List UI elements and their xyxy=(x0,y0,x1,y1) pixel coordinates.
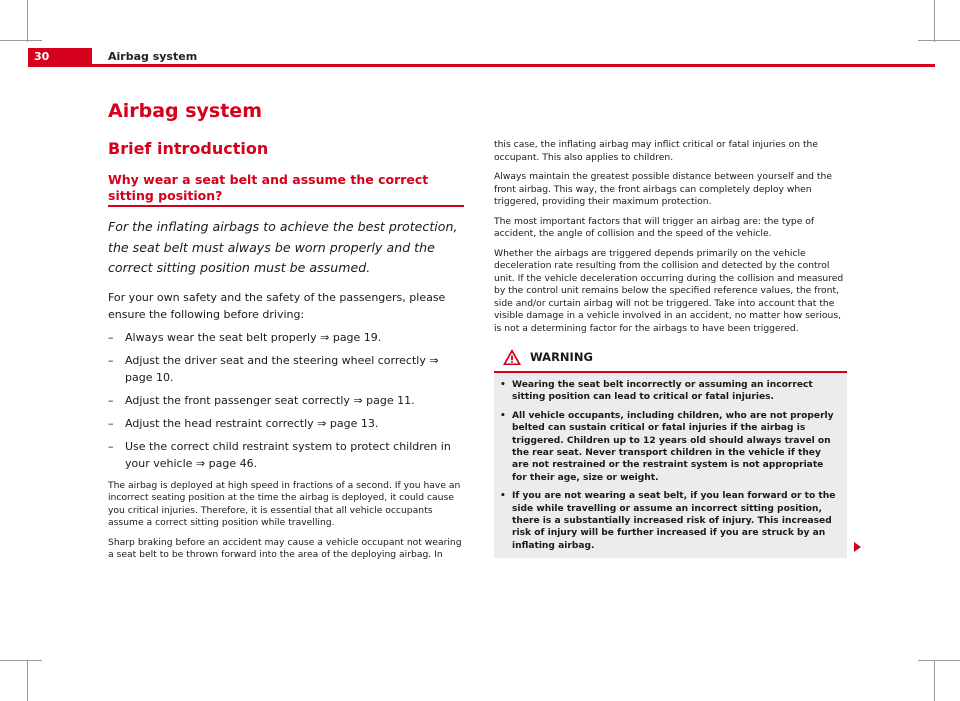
step-list xyxy=(108,329,464,472)
step-item: – Use the correct child restraint system to protect children in your vehicle ⇒ page 46. xyxy=(108,438,464,472)
warning-item xyxy=(494,379,847,404)
warning-text: If you are not wearing a seat belt, if you lean forward or to the side while travelling or assume an incorrect sitting position, there is a substantially increased risk of injury. This increased risk of injury will be further increased if you are struck by an inflating airbag. xyxy=(512,491,836,551)
crop-mark xyxy=(918,660,960,661)
warning-text: All vehicle occupants, including children, who are not properly belted can sustain critical or fatal injuries if the airbag is triggered. Children up to 12 years old should always travel on the rear seat. Never transport children in the vehicle if they are not restrained or the restraint system is not appropriate for their age, size or weight. xyxy=(512,410,834,483)
crop-mark xyxy=(27,660,28,701)
left-column xyxy=(108,98,464,569)
body-paragraph: Whether the airbags are triggered depends primarily on the vehicle deceleration rate resulting from the collision and detected by the control unit. If the vehicle deceleration occurring during the collision and measured by the control unit remains below the specified reference values, the front, side and/or curtain airbag will not be triggered. Take into account that the visible damage in a vehicle involved in an accident, no matter how serious, is not a determining factor for the airbags to have been triggered. xyxy=(494,247,844,334)
body-paragraph: The most important factors that will trigger an airbag are: the type of accident, the angle of collision and the speed of the vehicle. xyxy=(494,215,815,239)
bullet-icon: • xyxy=(500,491,506,502)
crop-mark xyxy=(934,0,935,42)
intro-text: For the inflating airbags to achieve the best protection, the seat belt must always be worn properly and the correct sitting position must be assumed. xyxy=(108,219,458,275)
warning-item xyxy=(494,410,847,484)
page-number: 30 xyxy=(34,50,50,63)
right-column xyxy=(494,139,847,558)
step-item: – Always wear the seat belt properly ⇒ page 19. xyxy=(108,329,464,346)
crop-mark xyxy=(918,40,960,41)
body-paragraph: The airbag is deployed at high speed in fractions of a second. If you have an incorrect seating position at the time the airbag is deployed, it could cause you critical injuries. Therefore, it is essential that all vehicle occupants assume a correct sitting position while travelling. xyxy=(108,479,461,528)
warning-item xyxy=(494,490,847,552)
crop-mark xyxy=(0,40,42,41)
lead-text: For your own safety and the safety of the passengers, please ensure the following before driving: xyxy=(108,290,446,321)
step-item: – Adjust the driver seat and the steering wheel correctly ⇒ page 10. xyxy=(108,352,464,386)
header-rule xyxy=(28,64,935,67)
continue-arrow-icon xyxy=(854,542,861,552)
section-title: Brief introduction xyxy=(108,139,269,158)
step-item: – Adjust the head restraint correctly ⇒ page 13. xyxy=(108,415,464,432)
warning-title: WARNING xyxy=(530,350,593,364)
body-paragraph: this case, the inflating airbag may inflict critical or fatal injuries on the occupant. This also applies to children. xyxy=(494,139,819,163)
bullet-icon: • xyxy=(500,410,506,421)
chapter-title: Airbag system xyxy=(108,100,262,122)
bullet-icon: • xyxy=(500,380,506,390)
step-item: – Adjust the front passenger seat correctly ⇒ page 11. xyxy=(108,392,464,409)
running-title: Airbag system xyxy=(108,50,198,63)
warning-triangle-icon xyxy=(502,348,522,370)
crop-mark xyxy=(0,660,42,661)
warning-header xyxy=(494,345,847,373)
crop-mark xyxy=(934,660,935,701)
warning-box xyxy=(494,345,847,558)
crop-mark xyxy=(27,0,28,42)
warning-text: Wearing the seat belt incorrectly or assuming an incorrect sitting position can lead to critical or fatal injuries. xyxy=(512,380,813,403)
body-paragraph: Sharp braking before an accident may cause a vehicle occupant not wearing a seat belt to be thrown forward into the area of the deploying airbag. In xyxy=(108,536,462,560)
body-paragraph: Always maintain the greatest possible distance between yourself and the front airbag. This way, the front airbags can completely deploy when triggered, providing their maximum protection. xyxy=(494,171,832,207)
subsection-title: Why wear a seat belt and assume the correct sitting position? xyxy=(108,172,464,207)
